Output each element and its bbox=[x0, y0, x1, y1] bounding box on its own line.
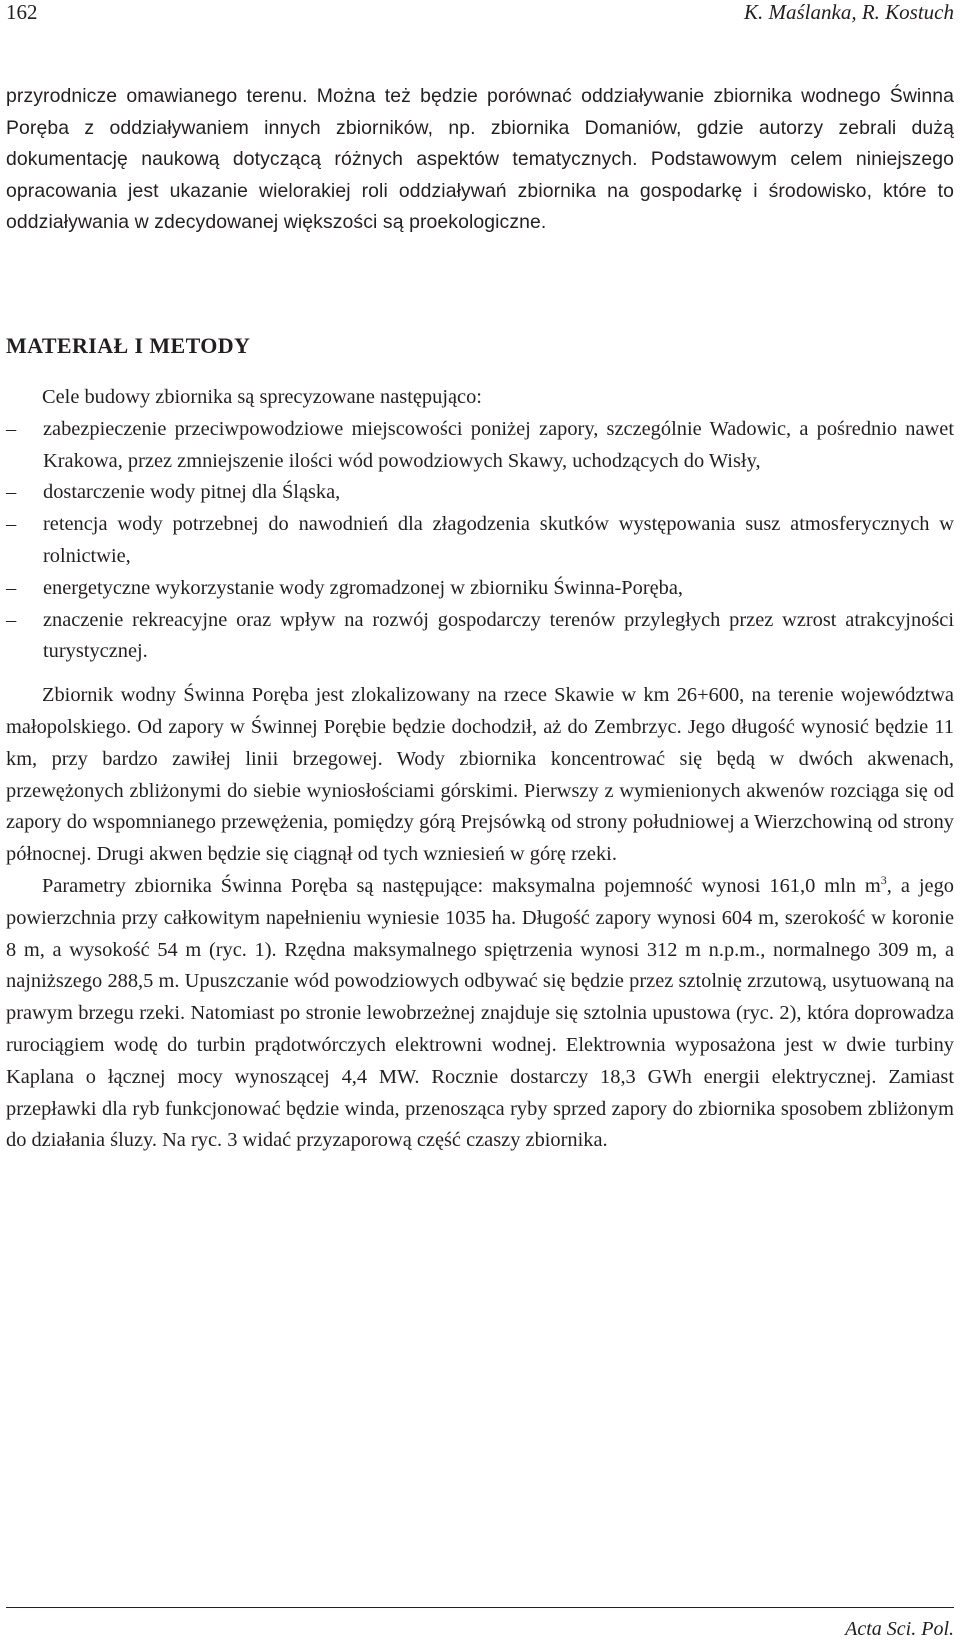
parameters-paragraph bbox=[6, 871, 954, 1157]
list-item-text: energetyczne wykorzystanie wody zgromadzonej w zbiorniku Świnna-Poręba, bbox=[43, 576, 684, 599]
running-header bbox=[6, 0, 954, 28]
page-number: 162 bbox=[6, 0, 38, 24]
list-item bbox=[6, 573, 954, 605]
parameters-text-part1: Parametry zbiornika Świnna Poręba są następujące: maksymalna pojemność wynosi 161,0 mln m bbox=[42, 874, 881, 897]
list-intro: Cele budowy zbiornika są sprecyzowane następująco: bbox=[42, 386, 482, 408]
intro-paragraph: przyrodnicze omawianego terenu. Można też będzie porównać oddziaływanie zbiornika wodnego Świnna Poręba z oddziaływaniem innych zbiorników, np. zbiornika Domaniów, gdzie autorzy zebrali dużą dokumentację naukową dotyczącą różnych aspektów tematycznych. Podstawowym celem niniejszego opracowania jest ukazanie wielorakiej roli oddziaływań zbiornika na gospodarkę i środowisko, które to oddziaływania w zdecydowanej większości są proekologiczne. bbox=[6, 85, 954, 234]
journal-footer: Acta Sci. Pol. bbox=[845, 1618, 954, 1640]
section-heading: MATERIAŁ I METODY bbox=[6, 333, 251, 358]
list-item bbox=[6, 477, 954, 509]
dash-bullet: – bbox=[6, 513, 17, 536]
dash-bullet: – bbox=[6, 481, 17, 504]
dash-bullet: – bbox=[6, 417, 17, 440]
list-item bbox=[6, 605, 954, 669]
footer-divider bbox=[6, 1607, 954, 1608]
list-item-text: dostarczenie wody pitnej dla Śląska, bbox=[43, 481, 341, 504]
parameters-text-part2: , a jego powierzchnia przy całkowitym napełnieniu wyniesie 1035 ha. Długość zapory wynosi 604 m, szerokość w koronie 8 m, a wysokość 54 m (ryc. 1). Rzędna maksymalnego spiętrzenia wynosi 312 m n.p.m., normalnego 309 m, a najniższego 288,5 m. Upuszczanie wód powodziowych odbywać się będzie przez sztolnię zrzutową, usytuowaną na prawym brzegu rzeki. Natomiast po stronie lewobrzeżnej znajduje się sztolnia upustowa (ryc. 2), która doprowadza rurociągiem wodę do turbin prądotwórczych elektrowni wodnej. Elektrownia wyposażona jest w dwie turbiny Kaplana o łącznej mocy wynoszącej 4,4 MW. Rocznie dostarczy 18,3 GWh energii elektrycznej. Zamiast przepławki dla ryb funkcjonować będzie winda, przenosząca ryby sprzed zapory do zbiornika sposobem zbliżonym do działania śluzy. Na ryc. 3 widać przyzaporową część czaszy zbiornika. bbox=[6, 874, 954, 1152]
objectives-list bbox=[6, 414, 954, 668]
location-paragraph: Zbiornik wodny Świnna Poręba jest zlokalizowany na rzece Skawie w km 26+600, na terenie województwa małopolskiego. Od zapory w Świnnej Porębie będzie dochodził, aż do Zembrzyc. Jego długość wynosić będzie 11 km, przy bardzo zawiłej linii brzegowej. Wody zbiornika koncentrować się będą w dwóch akwenach, przewężonych zbliżonymi do siebie wyniosłościami górskimi. Pierwszy z wymienionych akwenów rozciąga się od zapory do wspomnianego przewężenia, pomiędzy górą Prejsówką od strony południowej a Wierzchowiną od strony północnej. Drugi akwen będzie się ciągnął od tych wzniesień w górę rzeki. bbox=[6, 684, 954, 866]
list-item bbox=[6, 414, 954, 478]
list-item-text: znaczenie rekreacyjne oraz wpływ na rozwój gospodarczy terenów przyległych przez wzrost atrakcyjności turystycznej. bbox=[43, 608, 954, 663]
list-item-text: retencja wody potrzebnej do nawodnień dla złagodzenia skutków występowania susz atmosferycznych w rolnictwie, bbox=[43, 513, 954, 567]
body-text bbox=[6, 382, 954, 1157]
list-item bbox=[6, 509, 954, 573]
dash-bullet: – bbox=[6, 576, 17, 599]
dash-bullet: – bbox=[6, 608, 17, 631]
cubic-superscript: 3 bbox=[880, 872, 887, 887]
list-item-text: zabezpieczenie przeciwpowodziowe miejscowości poniżej zapory, szczególnie Wadowic, a pośrednio nawet Krakowa, przez zmniejszenie ilości wód powodziowych Skawy, uchodzących do Wisły, bbox=[43, 417, 954, 472]
running-header-authors: K. Maślanka, R. Kostuch bbox=[744, 0, 954, 24]
